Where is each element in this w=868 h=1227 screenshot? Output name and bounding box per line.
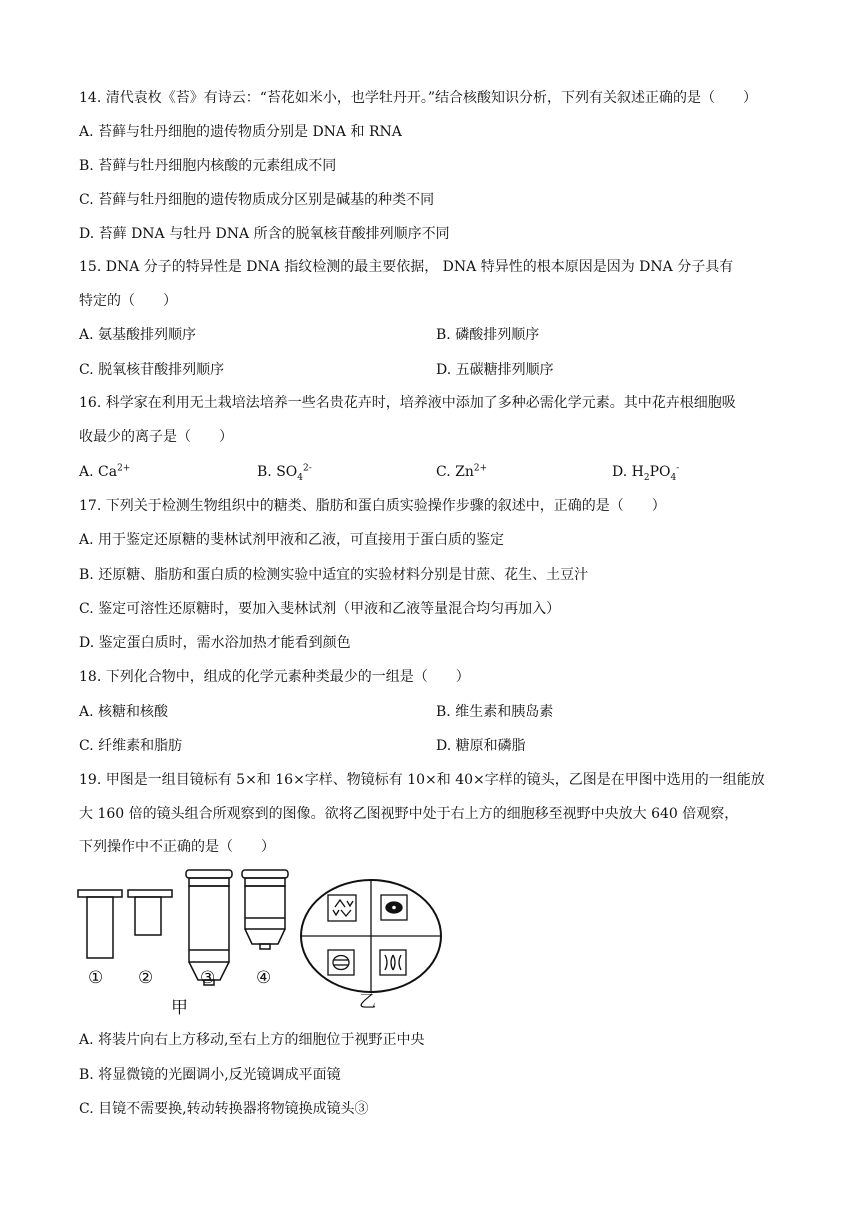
q15-option-d: D. 五碳糖排列顺序 (436, 362, 554, 378)
q18-option-b: B. 维生素和胰岛素 (436, 704, 554, 720)
q19-stem-line2: 大 160 倍的镜头组合所观察到的图像。欲将乙图视野中处于右上方的细胞移至视野中央放大 640 倍观察， (79, 806, 739, 822)
q17-option-d: D. 鉴定蛋白质时，需水浴加热才能看到颜色 (79, 635, 351, 651)
q15-option-c: C. 脱氧核苷酸排列顺序 (79, 362, 225, 378)
q18-option-d: D. 糖原和磷脂 (436, 738, 526, 754)
lens-label-3: ③ (200, 968, 216, 988)
q16-option-b: B. $SO_4^{2-}$ (257, 463, 312, 483)
q19-option-c: C. 目镜不需要换,转动转换器将物镜换成镜头③ (79, 1101, 369, 1117)
field-of-view (301, 880, 441, 992)
eyepiece-lens-1 (78, 890, 122, 958)
q19-stem-line1: 19. 甲图是一组目镜标有 5×和 16×字样、物镜标有 10×和 40×字样的镜头，乙图是在甲图中选用的一组能放 (79, 772, 765, 788)
eyepiece-lens-2 (128, 890, 172, 935)
microscope-figure-drawing (76, 864, 456, 1024)
q18-stem: 18. 下列化合物中，组成的化学元素种类最少的一组是（ ） (79, 669, 470, 685)
q15-stem-line1: 15. DNA 分子的特异性是 DNA 指纹检测的最主要依据， DNA 特异性的根本原因是因为 DNA 分子具有 (79, 259, 734, 275)
q19-option-a: A. 将装片向右上方移动,至右上方的细胞位于视野正中央 (79, 1032, 425, 1048)
cell-bottom-right (380, 950, 406, 975)
q19-option-b: B. 将显微镜的光圈调小,反光镜调成平面镜 (79, 1067, 341, 1083)
q16-option-d: D. $H_2PO_4^-$ (612, 463, 680, 483)
q14-stem: 14. 清代袁枚《苔》有诗云：“苔花如米小，也学牡丹开。”结合核酸知识分析，下列有关叙述正确的是（ ） (79, 90, 758, 106)
lens-label-4: ④ (256, 968, 272, 988)
cell-top-left (328, 895, 356, 921)
figure-label-yi: 乙 (359, 992, 376, 1012)
q17-stem: 17. 下列关于检测生物组织中的糖类、脂肪和蛋白质实验操作步骤的叙述中，正确的是（ ） (79, 498, 666, 514)
microscope-figure (76, 864, 456, 1024)
figure-label-jia: 甲 (171, 998, 188, 1018)
q16-stem-line1: 16. 科学家在利用无土栽培法培养一些名贵花卉时，培养液中添加了多种必需化学元素。其中花卉根细胞吸 (79, 395, 736, 411)
q16-stem-line2: 收最少的离子是（ ） (79, 429, 233, 445)
cell-top-right (381, 895, 407, 920)
q14-option-c: C. 苔藓与牡丹细胞的遗传物质成分区别是碱基的种类不同 (79, 192, 435, 208)
q15-option-b: B. 磷酸排列顺序 (436, 327, 540, 343)
objective-lens-4 (242, 870, 288, 949)
q15-option-a: A. 氨基酸排列顺序 (79, 327, 197, 343)
q14-option-a: A. 苔藓与牡丹细胞的遗传物质分别是 DNA 和 RNA (79, 124, 402, 140)
q17-option-c: C. 鉴定可溶性还原糖时，要加入斐林试剂（甲液和乙液等量混合均匀再加入） (79, 601, 561, 617)
q14-option-b: B. 苔藓与牡丹细胞内核酸的元素组成不同 (79, 158, 337, 174)
q19-stem-line3: 下列操作中不正确的是（ ） (79, 839, 275, 855)
lens-label-1: ① (88, 968, 104, 988)
lens-label-2: ② (138, 968, 154, 988)
cell-bottom-left (328, 950, 354, 975)
q15-stem-line2: 特定的（ ） (79, 293, 177, 309)
q14-option-d: D. 苔藓 DNA 与牡丹 DNA 所含的脱氧核苷酸排列顺序不同 (79, 226, 450, 242)
q16-option-a: A. $Ca^{2+}$ (79, 463, 131, 480)
q17-option-b: B. 还原糖、脂肪和蛋白质的检测实验中适宜的实验材料分别是甘蔗、花生、土豆汁 (79, 567, 589, 583)
q16-option-c: C. $Zn^{2+}$ (436, 463, 488, 480)
q18-option-a: A. 核糖和核酸 (79, 704, 169, 720)
q18-option-c: C. 纤维素和脂肪 (79, 738, 183, 754)
q17-option-a: A. 用于鉴定还原糖的斐林试剂甲液和乙液，可直接用于蛋白质的鉴定 (79, 532, 505, 548)
